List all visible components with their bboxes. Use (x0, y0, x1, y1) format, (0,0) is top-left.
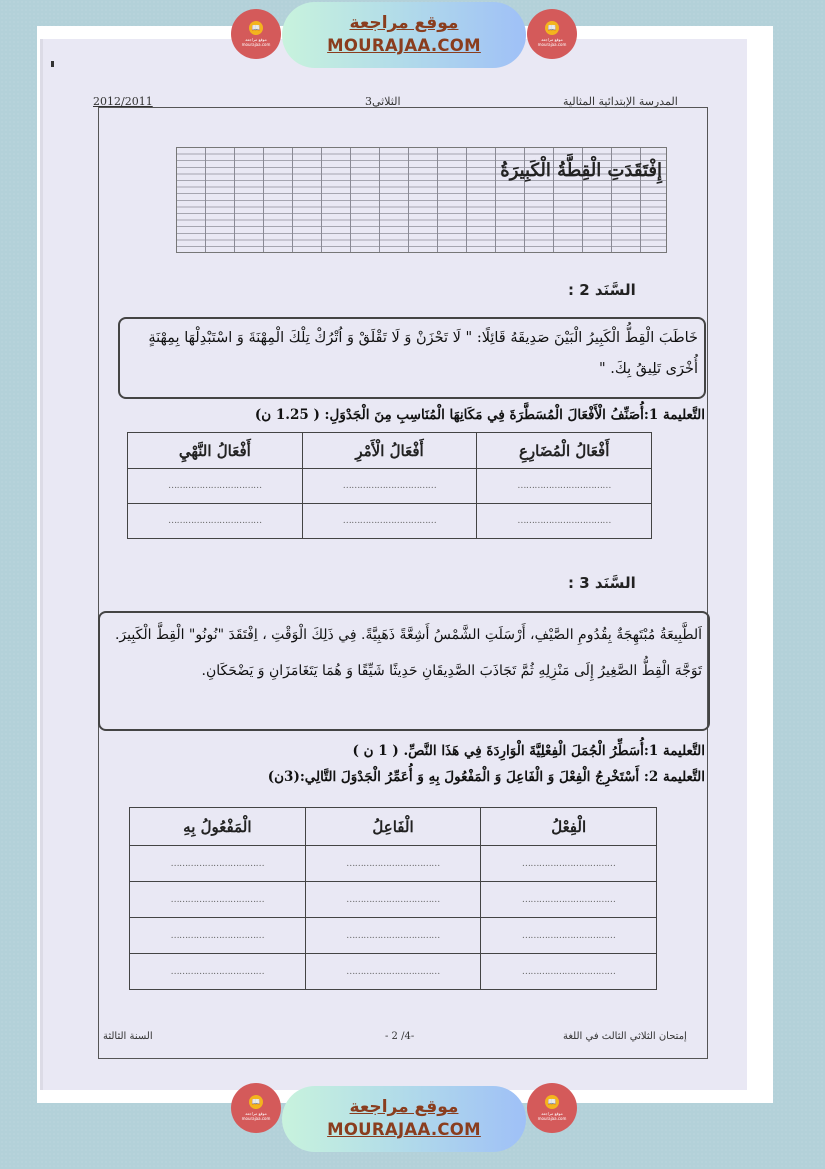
school-year: 2012/2011 (93, 95, 153, 108)
footer-exam-title: إمتحان الثلاثي الثالث في اللغة (563, 1031, 687, 1042)
table-header: الْمَفْعُولُ بِهِ (130, 808, 306, 846)
site-title-en[interactable]: MOURAJAA.COM (327, 36, 481, 55)
answer-blank[interactable]: …………………………… (305, 918, 481, 954)
logo-caption-en: mourajaa.com (241, 42, 271, 47)
logo-caption-ar: موقع مراجعة (541, 37, 563, 42)
logo-caption-ar: موقع مراجعة (245, 1111, 267, 1116)
site-logo-right[interactable] (527, 9, 577, 59)
book-logo-icon: 📖 (545, 21, 559, 35)
section3-label: السَّنَد 3 : (568, 574, 636, 592)
answer-blank[interactable]: …………………………… (302, 469, 477, 504)
answer-blank[interactable]: …………………………… (130, 846, 306, 882)
table-row (130, 954, 657, 990)
answer-blank[interactable]: …………………………… (477, 469, 652, 504)
logo-caption-en: mourajaa.com (537, 42, 567, 47)
answer-blank[interactable]: …………………………… (130, 918, 306, 954)
logo-caption-en: mourajaa.com (241, 1116, 271, 1121)
bottom-banner (0, 1082, 825, 1162)
site-logo-left[interactable] (231, 1083, 281, 1133)
answer-blank[interactable]: …………………………… (305, 846, 481, 882)
answer-blank[interactable]: …………………………… (481, 918, 657, 954)
table-row (128, 469, 652, 504)
term-label: الثلاثي3 (365, 95, 401, 108)
section3-text-box (98, 611, 710, 731)
answer-blank[interactable]: …………………………… (128, 469, 303, 504)
book-logo-icon: 📖 (249, 21, 263, 35)
logo-caption (242, 37, 271, 47)
table-header: أَفْعَالُ الْمُضَارِعِ (477, 433, 652, 469)
answer-blank[interactable]: …………………………… (128, 504, 303, 539)
logo-caption (538, 37, 567, 47)
site-title-ar[interactable]: موقع مراجعة (349, 13, 459, 33)
site-logo-left[interactable] (231, 9, 281, 59)
answer-blank[interactable]: …………………………… (130, 882, 306, 918)
footer-page-number: - 2 /4- (385, 1031, 415, 1042)
section3-instruction1: التَّعليمة 1:أُسَطِّرُ الْجُمَلَ الْفِعْلِيَّةَ الْوَارِدَةَ فِي هَذَا النَّصِّ. ( 1 ن ) (352, 743, 705, 759)
handwriting-grid (176, 147, 667, 253)
top-banner (0, 0, 825, 80)
logo-caption (242, 1111, 271, 1121)
footer-grade: السنة الثالثة (103, 1031, 153, 1042)
answer-blank[interactable]: …………………………… (481, 954, 657, 990)
site-link-pill[interactable] (282, 1086, 526, 1152)
site-title-en[interactable]: MOURAJAA.COM (327, 1120, 481, 1139)
site-title-ar[interactable]: موقع مراجعة (349, 1097, 459, 1117)
site-logo-right[interactable] (527, 1083, 577, 1133)
table-row (130, 882, 657, 918)
table-header: أَفْعَالُ الْأَمْرِ (302, 433, 477, 469)
logo-caption-ar: موقع مراجعة (245, 37, 267, 42)
section2-text: خَاطَبَ الْقِطُّ الْكَبِيرُ الْبَيْنَ صَدِيقَهُ قَائِلًا: " لَا تَحْزَنْ وَ لَا تَقْلَقْ وَ اُتْرُكْ تِلْكَ الْمِهْنَةَ وَ اسْتَبْدِلْهَا بِمِهْنَةٍ أُخْرَى تَلِيقُ بِكَ. " (148, 330, 698, 377)
table-row (130, 918, 657, 954)
section2-text-box (118, 317, 706, 399)
scanned-page (40, 39, 747, 1090)
section2-label: السَّنَد 2 : (568, 281, 636, 299)
site-link-pill[interactable] (282, 2, 526, 68)
section2-table (127, 432, 652, 539)
book-logo-icon: 📖 (249, 1095, 263, 1109)
section3-instruction2: التَّعليمة 2: أَسْتَخْرِجُ الْفِعْلَ وَ الْفَاعِلَ وَ الْمَفْعُولَ بِهِ وَ أُعَمِّرُ الْجَدْوَلَ التَّالِي:(3ن) (267, 769, 705, 785)
table-header: الْفَاعِلُ (305, 808, 481, 846)
answer-blank[interactable]: …………………………… (481, 846, 657, 882)
logo-caption-en: mourajaa.com (537, 1116, 567, 1121)
table-header: أَفْعَالُ النَّهْيِ (128, 433, 303, 469)
answer-blank[interactable]: …………………………… (477, 504, 652, 539)
logo-caption (538, 1111, 567, 1121)
section3-text: اَلطَّبِيعَةُ مُبْتَهِجَةٌ بِقُدُومِ الصَّيْفِ، أَرْسَلَتِ الشَّمْسُ أَشِعَّةً ذَهَبِيَّةً. فِي ذَلِكَ الْوَقْتِ ، اِفْتَقَدَ "نُونُو" الْقِطَّ الْكَبِيرَ. تَوَجَّهَ الْقِطُّ الصَّغِيرُ إِلَى مَنْزِلِهِ ثُمَّ تَجَاذَبَ الصَّدِيقَانِ حَدِيثًا شَيِّقًا وَ هُمَا يَتَغَامَزَانِ وَ يَضْحَكَانِ. (114, 627, 702, 679)
book-logo-icon: 📖 (545, 1095, 559, 1109)
answer-blank[interactable]: …………………………… (305, 954, 481, 990)
answer-blank[interactable]: …………………………… (481, 882, 657, 918)
table-row (130, 846, 657, 882)
section3-table (129, 807, 657, 990)
school-name: المدرسة الإبتدائية المثالية (563, 95, 678, 108)
section2-instruction: التَّعليمة 1:أُصَنِّفُ الْأَفْعَالَ الْمُسَطَّرَةَ فِي مَكَانِهَا الْمُنَاسِبِ مِنَ الْجَدْوَلِ: ( 1.25 ن) (254, 407, 705, 423)
answer-blank[interactable]: …………………………… (130, 954, 306, 990)
copy-sentence: إِفْتَقَدَتِ الْقِطَّةُ الْكَبِيرَةُ (500, 160, 662, 181)
table-header: الْفِعْلُ (481, 808, 657, 846)
logo-caption-ar: موقع مراجعة (541, 1111, 563, 1116)
table-row (128, 504, 652, 539)
answer-blank[interactable]: …………………………… (302, 504, 477, 539)
answer-blank[interactable]: …………………………… (305, 882, 481, 918)
